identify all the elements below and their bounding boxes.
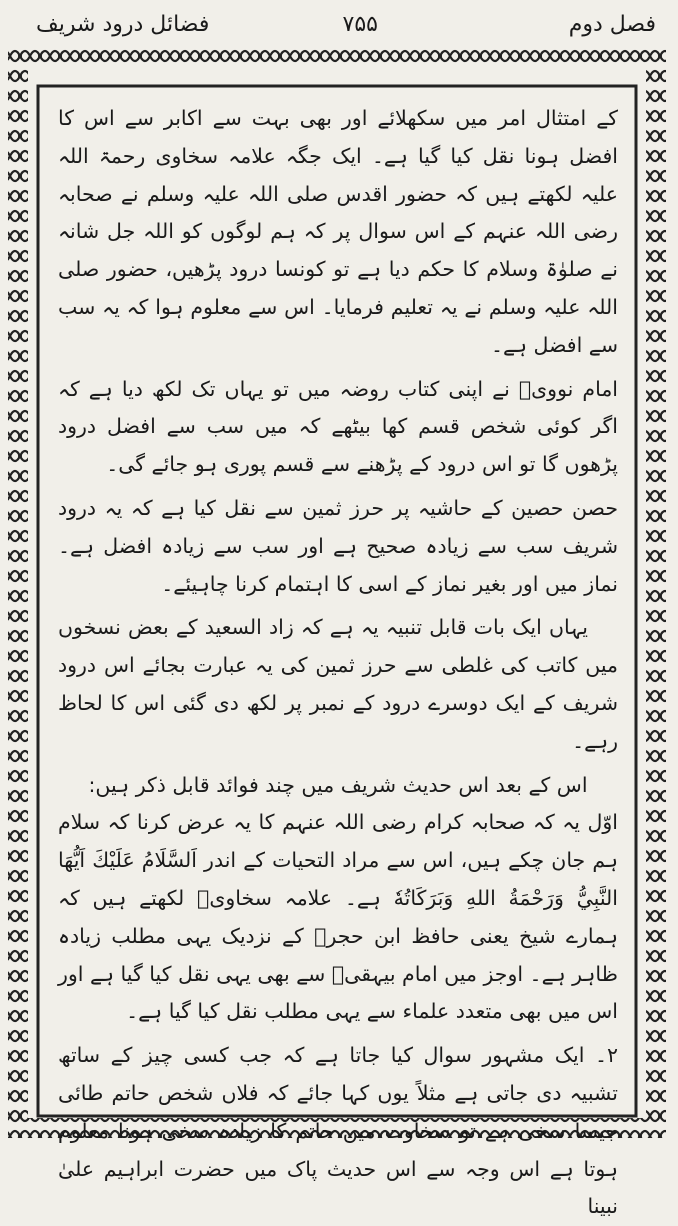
page-body	[58, 100, 618, 1219]
paragraph-1: کے امتثال امر میں سکھلائے اور بھی بہت سے اکابر سے اس کا افضل ہونا نقل کیا گیا ہے۔ ایک جگہ علامہ سخاوی رحمۃ اللہ علیہ لکھتے ہیں کہ حضور اقدس صلی اللہ علیہ وسلم نے صحابہ رضی اللہ عنہم کے اس سوال پر کہ ہم لوگوں کو اللہ جل شانہ نے صلوٰۃ وسلام کا حکم دیا ہے تو کونسا درود پڑھیں، حضور صلی اللہ علیہ وسلم نے یہ تعلیم فرمایا۔ اس سے معلوم ہوا کہ یہ سب سے افضل ہے۔	[58, 106, 618, 357]
page-number: ۷۵۵	[342, 12, 378, 37]
section-title: فصل دوم	[568, 12, 656, 37]
point-1: اوّل یہ کہ صحابہ کرام رضی اللہ عنہم کا یہ عرض کرنا کہ سلام ہم جان چکے ہیں، اس سے مراد التحیات کے اندر اَلسَّلَامُ عَلَيْكَ اَيُّهَا النَّبِيُّ وَرَحْمَةُ اللهِ وَبَرَكَاتُهٗ ہے۔ علامہ سخاویؒ لکھتے ہیں کہ ہمارے شیخ یعنی حافظ ابن حجرؒ کے نزدیک یہی مطلب زیادہ ظاہر ہے۔ اوجز میں امام بیہقیؒ سے بھی یہی نقل کیا گیا ہے اور اس میں بھی متعدد علماء سے یہی مطلب نقل کیا گیا ہے۔	[58, 810, 618, 1024]
intro-line: اس کے بعد اس حدیث شریف میں چند فوائد قابل ذکر ہیں:	[88, 772, 588, 797]
page-header	[0, 6, 678, 46]
book-title: فضائل درود شریف	[36, 12, 210, 37]
paragraph-4: یہاں ایک بات قابل تنبیہ یہ ہے کہ زاد السعید کے بعض نسخوں میں کاتب کی غلطی سے حرز ثمین کی یہ عبارت بجائے اس درود شریف کے ایک دوسرے درود کے نمبر پر لکھ دی گئی اس کا لحاظ رہے۔	[58, 615, 618, 753]
paragraph-2: امام نوویؒ نے اپنی کتاب روضہ میں تو یہاں تک لکھ دیا ہے کہ اگر کوئی شخص قسم کھا بیٹھے کہ میں سب سے افضل درود پڑھوں گا تو اس درود کے پڑھنے سے قسم پوری ہو جائے گی۔	[58, 376, 618, 477]
point-2: ۲۔ ایک مشہور سوال کیا جاتا ہے کہ جب کسی چیز کے ساتھ تشبیہ دی جاتی ہے مثلاً یوں کہا جائے کہ فلاں شخص حاتم طائی جیسا سخی ہے تو سخاوت میں حاتم کا زیادہ سخی ہونا معلوم ہوتا ہے اس وجہ سے اس حدیث پاک میں حضرت ابراہیم علیٰ نبینا	[58, 1043, 618, 1219]
paragraph-3: حصن حصین کے حاشیہ پر حرز ثمین سے نقل کیا ہے کہ یہ درود شریف سب سے زیادہ صحیح ہے اور سب سے زیادہ افضل ہے۔ نماز میں اور بغیر نماز کے اسی کا اہتمام کرنا چاہیئے۔	[58, 495, 618, 596]
